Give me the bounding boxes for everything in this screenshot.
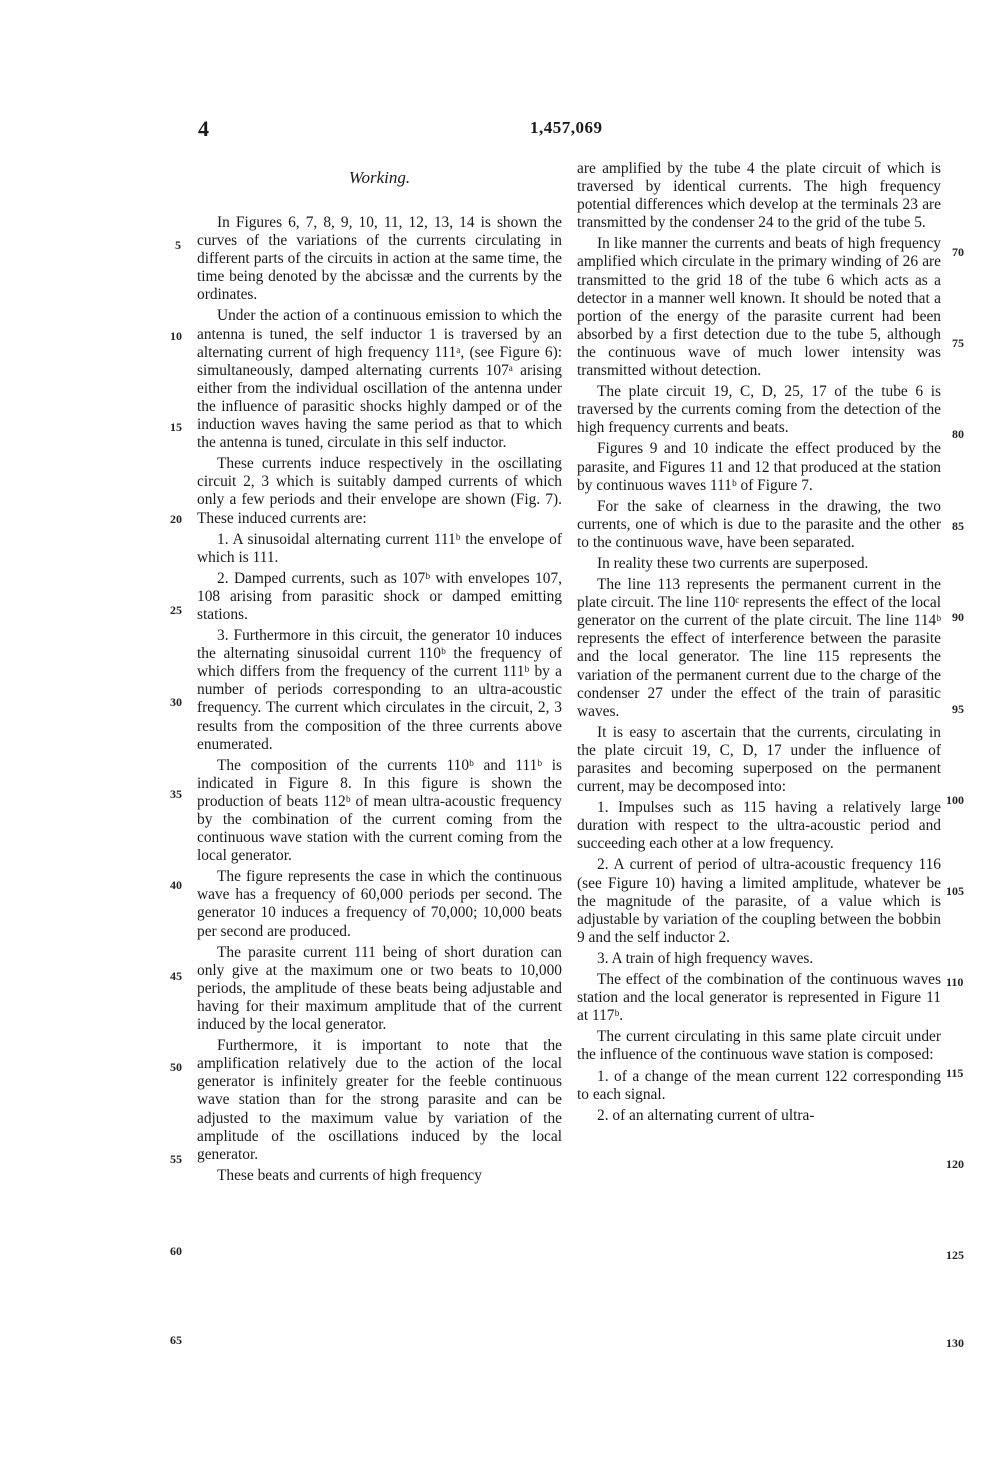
line-number: 10: [170, 329, 182, 343]
line-number: 130: [946, 1336, 964, 1350]
paragraph: In reality these two currents are superposed.: [597, 554, 869, 572]
paragraph: 2. of an alternating current of ultra-: [597, 1106, 815, 1124]
paragraph: These beats and currents of high frequency: [217, 1166, 482, 1184]
paragraph: 2. Damped currents, such as 107ᵇ with envelopes 107, 108 arising from parasitic shock or damped emitting stations.: [197, 569, 562, 623]
paragraph: 3. Furthermore in this circuit, the generator 10 induces the alternating sinusoidal current 110ᵇ the frequency of which differs from the frequency of the current 111ᵇ by a number of periods corresponding to an ultra-acoustic frequency. The current which circulates in the circuit, 2, 3 results from the composition of the three currents above enumerated.: [197, 627, 562, 753]
line-number: 120: [946, 1157, 964, 1171]
line-number: 95: [952, 702, 964, 716]
line-number: 45: [170, 969, 182, 983]
paragraph: Figures 9 and 10 indicate the effect produced by the parasite, and Figures 11 and 12 that produced at the station by continuous waves 111ᵇ of Figure 7.: [577, 440, 941, 494]
line-number: 25: [170, 603, 182, 617]
left-column: [197, 160, 562, 1185]
paragraph: The composition of the currents 110ᵇ and 111ᵇ is indicated in Figure 8. In this figure is shown the production of beats 112ᵇ of mean ultra-acoustic frequency by the combination of the current coming from the continuous wave station with the current coming from the local generator.: [197, 756, 562, 865]
section-title: Working.: [348, 168, 411, 187]
paragraph: 3. A train of high frequency waves.: [597, 949, 814, 967]
line-number: 105: [946, 884, 964, 898]
paragraph: The current circulating in this same plate circuit under the influence of the continuous wave station is composed:: [577, 1028, 941, 1064]
line-number: 100: [946, 793, 964, 807]
paragraph: In Figures 6, 7, 8, 9, 10, 11, 12, 13, 14 is shown the curves of the variations of the currents circulating in different parts of the circuits in action at the same time, the time being denoted by the abcissæ and the currents by the ordinates.: [197, 214, 562, 304]
paragraph: The effect of the combination of the continuous waves station and the local generator is represented in Figure 11 at 117ᵇ.: [577, 971, 941, 1025]
patent-number: 1,457,069: [530, 118, 603, 137]
paragraph: are amplified by the tube 4 the plate circuit of which is traversed by identical currents. The high frequency potential differences which develop at the terminals 23 are transmitted by the condenser 24 to the grid of the tube 5.: [577, 160, 941, 232]
line-number: 65: [170, 1333, 182, 1347]
paragraph: The line 113 represents the permanent current in the plate circuit. The line 110ᶜ represents the effect of the local generator on the current of the plate circuit. The line 114ᵇ represents the effect of interference between the parasite and the local generator. The line 115 represents the variation of the permanent current due to the charge of the condenser 27 under the effect of the train of parasitic waves.: [577, 576, 941, 720]
paragraph: 1. of a change of the mean current 122 corresponding to each signal.: [577, 1067, 941, 1103]
paragraph: These currents induce respectively in the oscillating circuit 2, 3 which is suitably damped currents of which only a few periods and their envelope are shown (Fig. 7). These induced currents are:: [197, 455, 562, 527]
line-number: 5: [175, 238, 181, 252]
line-number: 110: [946, 975, 964, 989]
paragraph: The plate circuit 19, C, D, 25, 17 of the tube 6 is traversed by the currents coming from the detection of the high frequency currents and beats.: [577, 383, 941, 437]
paragraph: The parasite current 111 being of short duration can only give at the maximum one or two beats to 10,000 periods, the amplitude of these beats being adjustable and having for their maximum amplitude that of the current induced by the local generator.: [197, 943, 562, 1034]
line-number: 125: [946, 1248, 964, 1262]
line-number: 85: [952, 519, 964, 533]
page-number: 4: [198, 116, 209, 141]
line-number: 70: [952, 245, 964, 259]
right-column: [577, 160, 941, 1125]
line-number: 35: [170, 787, 182, 801]
paragraph: The figure represents the case in which the continuous wave has a frequency of 60,000 periods per second. The generator 10 induces a frequency of 70,000; 10,000 beats per second are produced.: [197, 868, 562, 940]
line-number: 80: [952, 427, 964, 441]
paragraph: Under the action of a continuous emission to which the antenna is tuned, the self inductor 1 is traversed by an alternating current of high frequency 111ᵃ, (see Figure 6): simultaneously, damped alternating currents 107ᵃ arising either from the individual oscillation of the antenna under the influence of parasitic shocks highly damped or of the induction waves having the same period as that to which the antenna is tuned, circulate in this self inductor.: [197, 307, 562, 452]
line-number: 90: [952, 610, 964, 624]
paragraph: 1. A sinusoidal alternating current 111ᵇ the envelope of which is 111.: [197, 530, 562, 566]
line-number: 75: [952, 336, 964, 350]
line-number: 30: [170, 695, 182, 709]
line-number: 20: [170, 512, 182, 526]
paragraph: For the sake of clearness in the drawing, the two currents, one of which is due to the parasite and the other to the continuous wave, have been separated.: [577, 497, 941, 551]
line-number: 55: [170, 1152, 182, 1166]
line-number: 40: [170, 878, 182, 892]
paragraph: 1. Impulses such as 115 having a relatively large duration with respect to the ultra-acoustic period and succeeding each other at a low frequency.: [577, 799, 941, 853]
line-number: 50: [170, 1060, 182, 1074]
paragraph: 2. A current of period of ultra-acoustic frequency 116 (see Figure 10) having a limited amplitude, whatever be the magnitude of the parasite, of a value which is adjustable by variation of the coupling between the bobbin 9 and the self inductor 2.: [577, 856, 941, 946]
line-number: 15: [170, 420, 182, 434]
paragraph: Furthermore, it is important to note that the amplification relatively due to the action of the local generator is infinitely greater for the feeble continuous wave station than for the strong parasite and can be adjusted to the maximum value by variation of the amplitude of the oscillations induced by the local generator.: [197, 1037, 562, 1163]
line-number: 115: [946, 1066, 964, 1080]
line-number: 60: [170, 1244, 182, 1258]
paragraph: It is easy to ascertain that the currents, circulating in the plate circuit 19, C, D, 17 under the influence of parasites and becoming superposed on the permanent current, may be decomposed into:: [577, 723, 941, 796]
paragraph: In like manner the currents and beats of high frequency amplified which circulate in the primary winding of 26 are transmitted to the grid 18 of the tube 6 which acts as a detector in a manner well known. It should be noted that a portion of the energy of the parasite current had been absorbed by a first detection due to the tube 5, although the continuous wave of much lower intensity was transmitted without detection.: [577, 235, 941, 380]
